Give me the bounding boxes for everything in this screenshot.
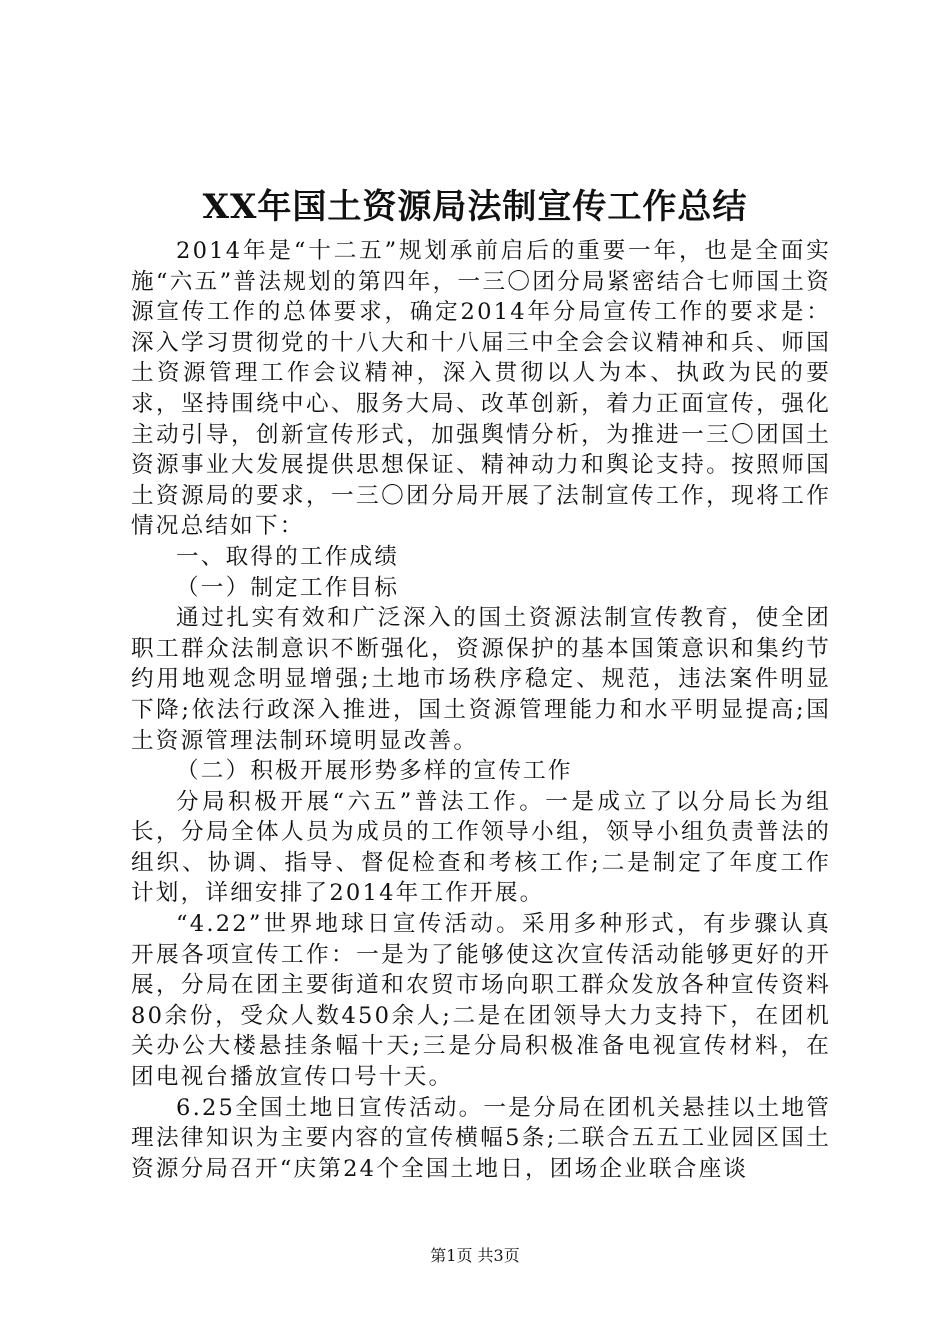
heading-section-1: 一、取得的工作成绩 bbox=[176, 543, 400, 570]
heading-subsection-1: （一）制定工作目标 bbox=[176, 574, 400, 601]
heading-subsection-2: （二）积极开展形势多样的宣传工作 bbox=[176, 758, 573, 785]
document-title: XX年国土资源局法制宣传工作总结 bbox=[202, 187, 748, 227]
document-body bbox=[131, 236, 831, 1184]
paragraph-goals: 通过扎实有效和广泛深入的国土资源法制宣传教育，使全团职工群众法制意识不断强化，资源保护的基本国策意识和集约节约用地观念明显增强;土地市场秩序稳定、规范，违法案件明显下降;依法行政深入推进，国土资源管理能力和水平明显提高;国土资源管理法制环境明显改善。 bbox=[131, 605, 831, 754]
paragraph-land-day: 6.25全国土地日宣传活动。一是分局在团机关悬挂以土地管理法律知识为主要内容的宣传横幅5条;二联合五五工业园区国土资源分局召开“庆第24个全国土地日，团场企业联合座谈 bbox=[131, 1094, 831, 1182]
paragraph-liuwu: 分局积极开展“六五”普法工作。一是成立了以分局长为组长，分局全体人员为成员的工作领导小组，领导小组负责普法的组织、协调、指导、督促检查和考核工作;二是制定了年度工作计划，详细安排了2014年工作开展。 bbox=[131, 788, 831, 907]
paragraph-earth-day: “4.22”世界地球日宣传活动。采用多种形式，有步骤认真开展各项宣传工作：一是为了能够使这次宣传活动能够更好的开展，分局在团主要街道和农贸市场向职工群众发放各种宣传资料80余份，受众人数450余人;二是在团领导大力支持下，在团机关办公大楼悬挂条幅十天;三是分局积极准备电视宣传材料，在团电视台播放宣传口号十天。 bbox=[131, 911, 831, 1091]
page-footer: 第1页 共3页 bbox=[430, 1246, 520, 1265]
paragraph-intro: 2014年是“十二五”规划承前启后的重要一年，也是全面实施“六五”普法规划的第四年，一三〇团分局紧密结合七师国土资源宣传工作的总体要求，确定2014年分局宣传工作的要求是：深入学习贯彻党的十八大和十八届三中全会会议精神和兵、师国土资源管理工作会议精神，深入贯彻以人为本、执政为民的要求，坚持围绕中心、服务大局、改革创新，着力正面宣传，强化主动引导，创新宣传形式，加强舆情分析，为推进一三〇团国土资源事业大发展提供思想保证、精神动力和舆论支持。按照师国土资源局的要求，一三〇团分局开展了法制宣传工作，现将工作情况总结如下： bbox=[131, 238, 831, 540]
